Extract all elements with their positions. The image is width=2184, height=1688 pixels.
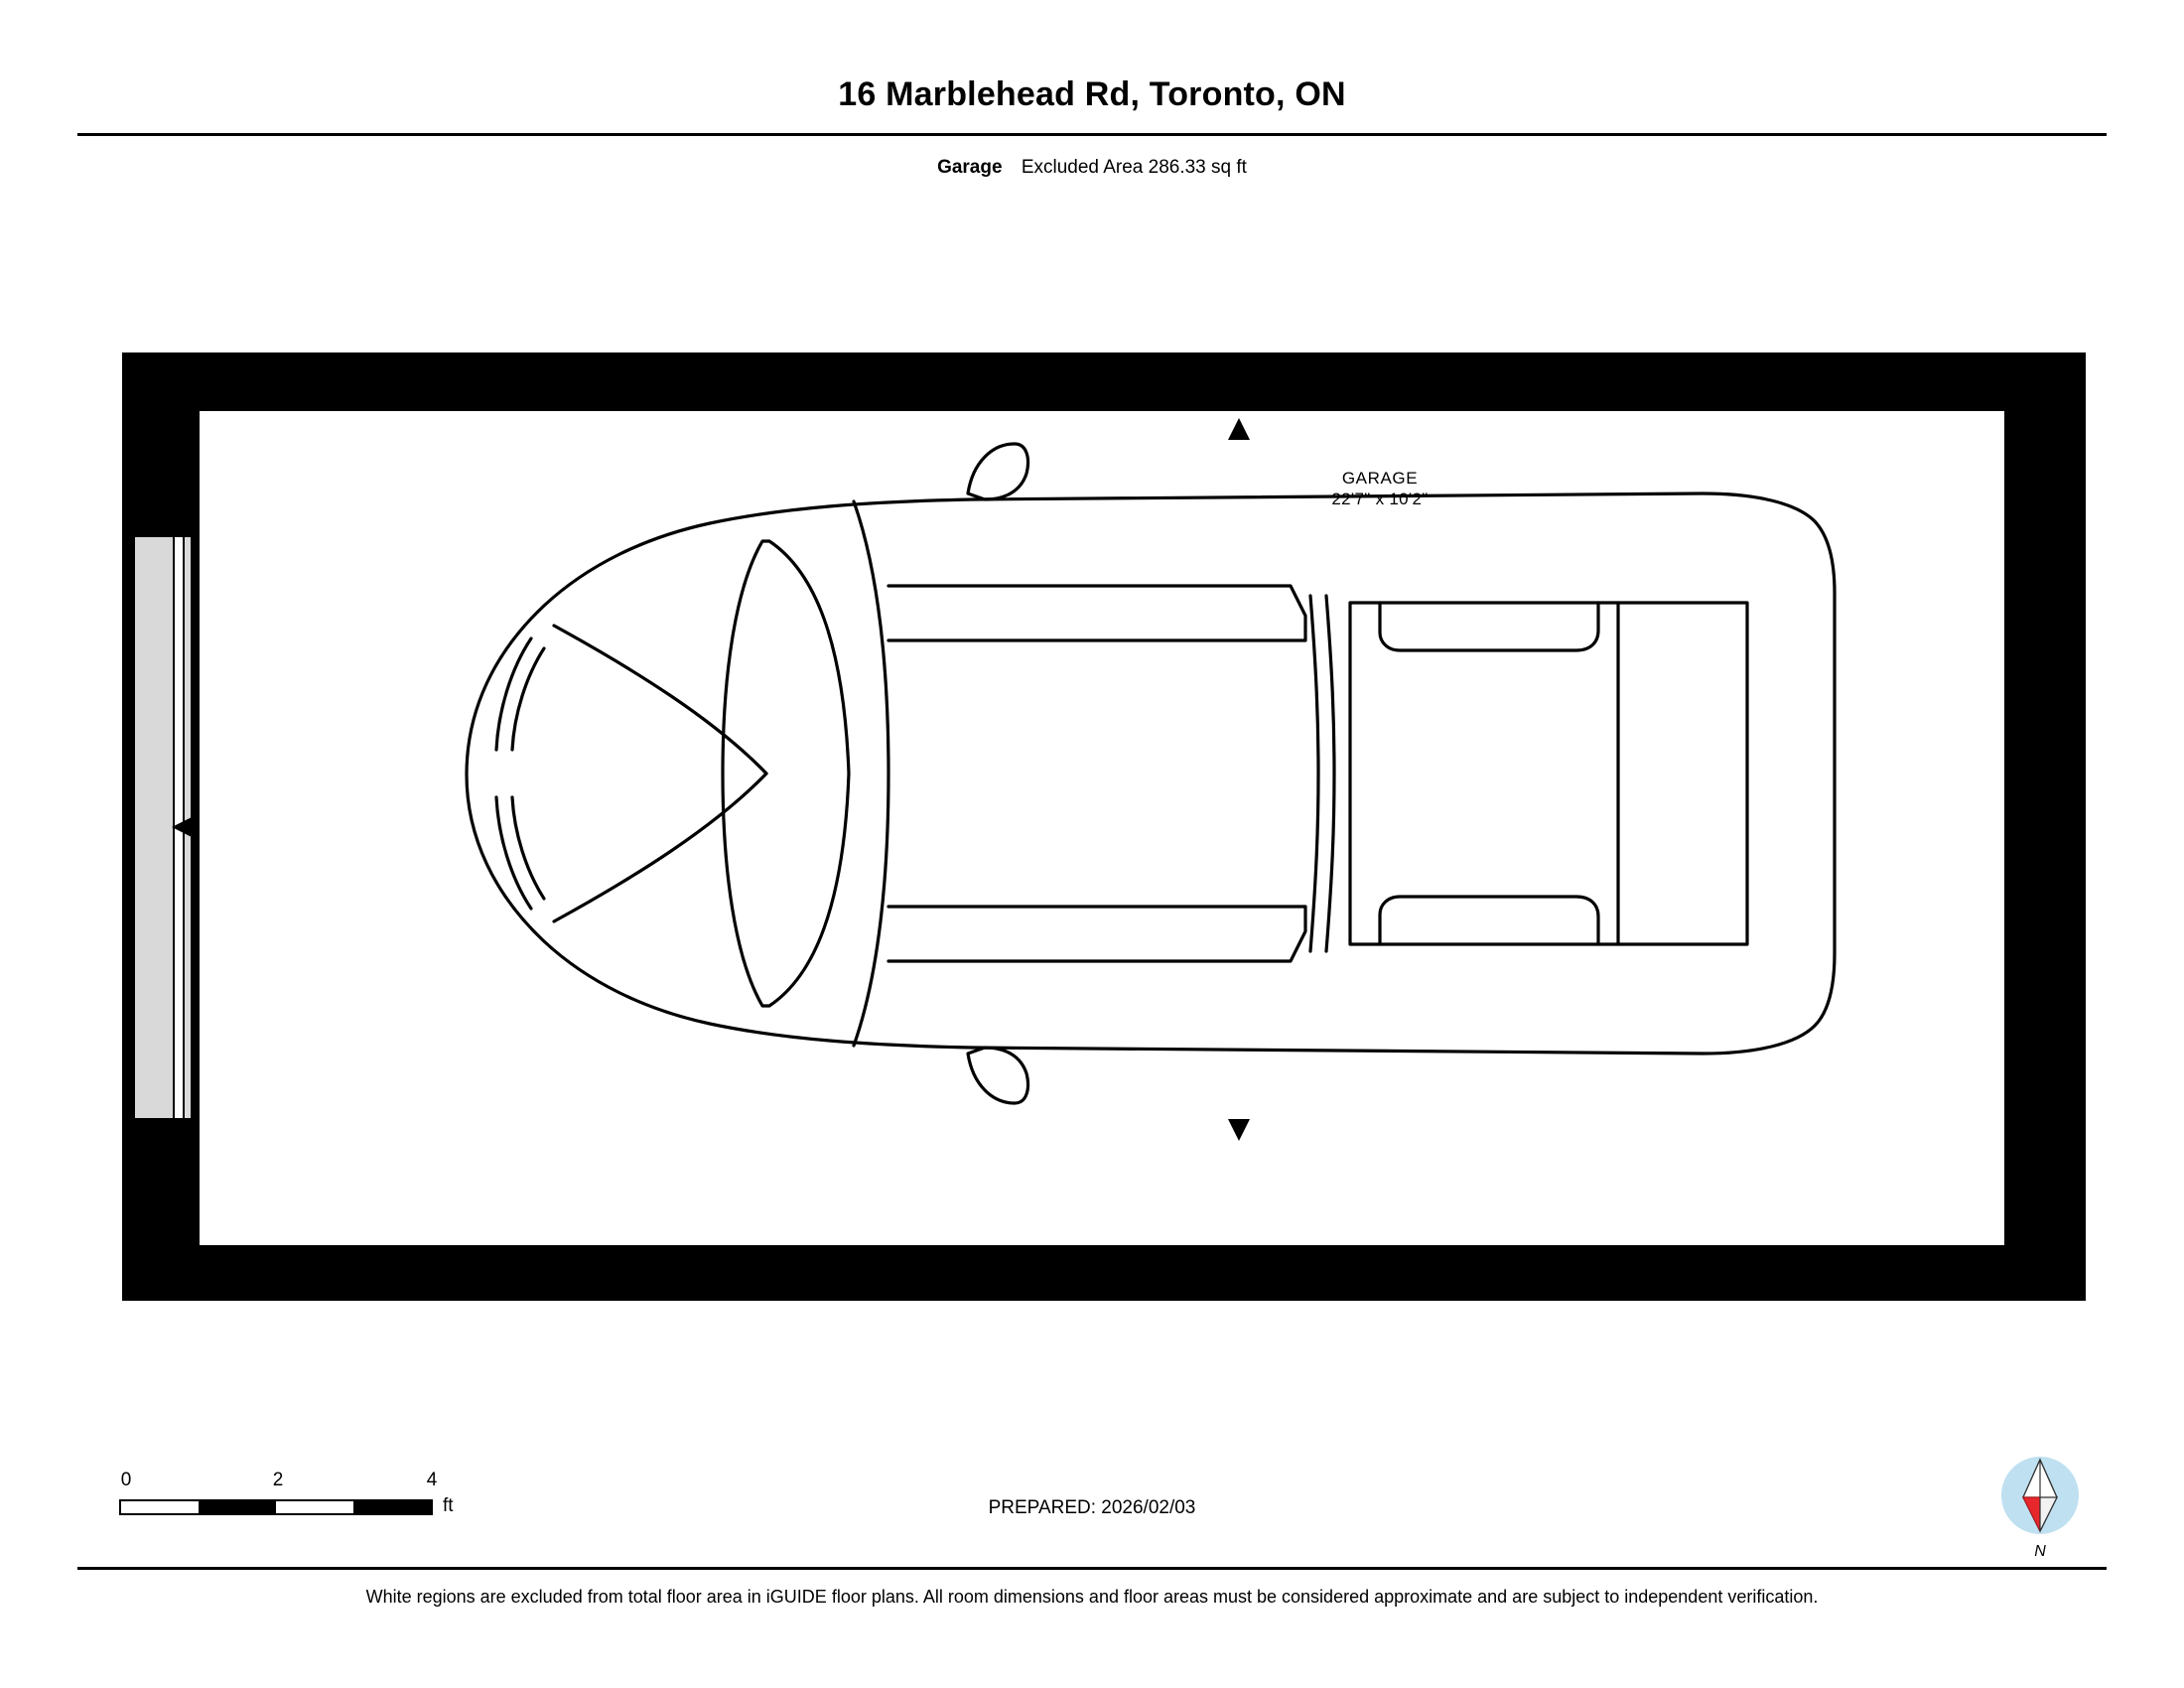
scale-tick-2: 4 <box>426 1470 438 1490</box>
compass-north-label: N <box>2034 1543 2046 1560</box>
title-divider <box>77 133 2107 136</box>
floorplan-canvas <box>119 352 2090 1301</box>
scale-tick-labels <box>119 1470 457 1493</box>
scale-unit-label: ft <box>443 1495 454 1516</box>
compass-rose <box>1985 1450 2095 1574</box>
level-summary <box>0 157 2184 179</box>
room-name: GARAGE <box>1341 469 1419 488</box>
page-title: 16 Marblehead Rd, Toronto, ON <box>838 75 1346 113</box>
prepared-date: PREPARED: 2026/02/03 <box>988 1497 1196 1518</box>
room-dimensions: 22'7" x 10'2" <box>1331 490 1429 508</box>
scale-tick-0: 0 <box>120 1470 132 1490</box>
dimension-arrow-right-icon <box>2029 816 2051 838</box>
car-top-view-icon <box>318 382 1866 1167</box>
compass-icon <box>1985 1450 2095 1545</box>
dimension-arrow-left-icon <box>172 816 194 838</box>
excluded-area-text: Excluded Area 286.33 sq ft <box>1021 157 1247 178</box>
level-name: Garage <box>937 157 1003 178</box>
disclaimer-text: White regions are excluded from total floor area in iGUIDE floor plans. All room dimensions and floor areas must be considered approximate and are subject to independent verification. <box>365 1587 1819 1607</box>
footer-divider <box>77 1567 2107 1570</box>
scale-tick-1: 2 <box>272 1470 284 1490</box>
